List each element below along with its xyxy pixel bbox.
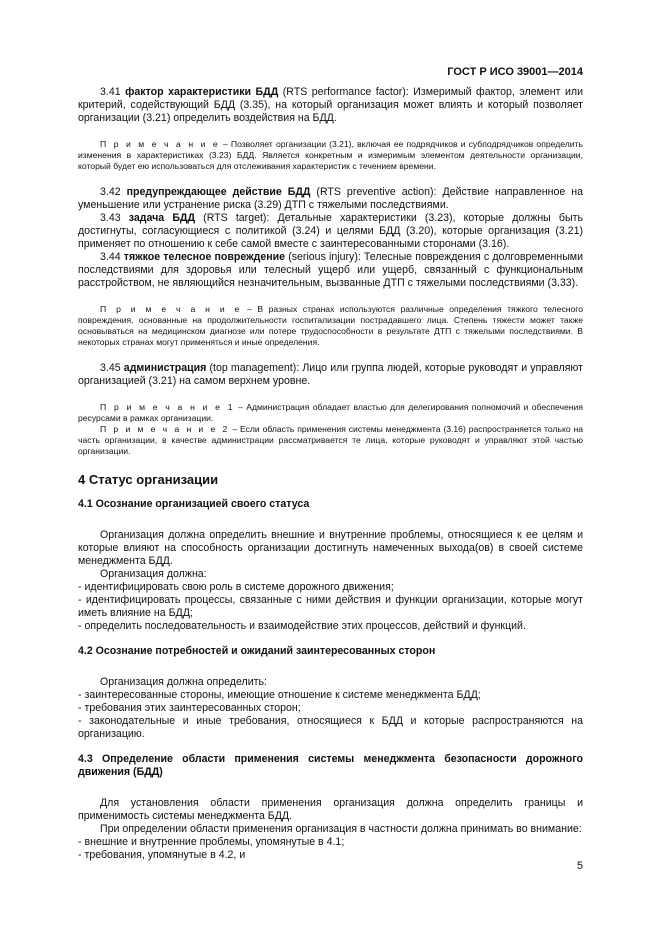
list-item: - идентифицировать свою роль в системе дорожного движения; <box>78 581 394 593</box>
note-3-44 <box>78 304 583 348</box>
note-3-45-1 <box>78 402 583 424</box>
note-text: – Позволяет организации (3.21), включая ее подрядчиков и субподрядчиков определить изменения в характеристиках (3.23) БДД. Является конкретным и измеримым элементом деятельности организации, который будет ею использоваться для отслеживания характеристик с течением времени. <box>78 139 583 171</box>
section-4-3-title: 4.3 Определение области применения системы менеджмента безопасности дорожного движения (БДД) <box>78 753 583 778</box>
definition-text: (top management): Лицо или группа людей, которые руководят и управляют организацией (3.21) на самом верхнем уровне. <box>78 362 583 387</box>
page-number: 5 <box>576 860 583 872</box>
definition-text: (serious injury): Телесные повреждения с долговременными последствиями для здоровья или телесный ущерб или ущерб, связанный с функциональным расстройством, не являющийся незначительным, вызванные ДТП с тяжелыми последствиями (3.33). <box>78 251 584 289</box>
note-text: – Если область применения системы менеджмента (3.16) распространяется только на часть организации, в качестве администрации рассматривается те лица, которые руководят и управляют этой частью организации. <box>78 424 583 456</box>
section-4-3-paragraph-2: При определении области применения организация в частности должна принимать во внимание: <box>100 823 582 835</box>
note-text: – В разных странах используются различные определения тяжкого телесного повреждения, основанные на продолжительности госпитализации пострадавшего лица. Степень тяжести может также основываться на медицинском диагнозе или потере трудоспособности в результате ДТП с тяжелыми последствиями. В некоторых странах могут применяться и иные определения. <box>78 304 583 347</box>
page-content <box>78 86 583 862</box>
note-3-41 <box>78 139 583 172</box>
section-4-1-title: 4.1 Осознание организацией своего статуса <box>78 498 310 510</box>
definition-number: 3.42 <box>100 186 121 198</box>
note-3-45-2 <box>78 424 583 457</box>
list-item: - внешние и внутренние проблемы, упомянутые в 4.1; <box>78 836 345 848</box>
section-4-1-paragraph: Организация должна определить внешние и внутренние проблемы, относящиеся к ее целям и которые влияют на способность организации достигнуть намеченных выхода(ов) в своей системе менеджмента БДД. <box>78 529 583 567</box>
definition-term: фактор характеристики БДД <box>125 86 279 98</box>
definition-3-44 <box>78 251 583 290</box>
list-item: - требования, упомянутые в 4.2, и <box>78 849 246 861</box>
list-item: - заинтересованные стороны, имеющие отношение к системе менеджмента БДД; <box>78 689 481 701</box>
definition-text: (RTS performance factor): Измеримый фактор, элемент или критерий, содействующий БДД (3.35), на который организация может влиять и который позволяет организации (3.21) определить воздействия на БДД. <box>78 86 584 124</box>
definition-text: (RTS preventive action): Действие направленное на уменьшение или устранение риска (3.29) ДТП с тяжелыми последствиями. <box>78 186 583 211</box>
section-4-title: 4 Статус организации <box>78 472 219 487</box>
section-4-2-title: 4.2 Осознание потребностей и ожиданий заинтересованных сторон <box>78 645 436 657</box>
list-item: - идентифицировать процессы, связанные с ними действия и функции организации, которые могут иметь влияние на БДД; <box>78 594 583 619</box>
section-4-3-paragraph: Для установления области применения организация должна определить границы и применимость системы менеджмента БДД. <box>78 797 583 822</box>
definition-number: 3.44 <box>100 251 121 263</box>
note-text: – Администрация обладает властью для делегирования полномочий и обеспечения ресурсами в рамках организации. <box>78 402 583 423</box>
definition-3-42 <box>78 186 583 212</box>
definition-term: тяжкое телесное повреждение <box>123 251 286 263</box>
note-label: П р и м е ч а н и е 2 <box>100 424 230 434</box>
section-4-2-paragraph: Организация должна определить: <box>100 676 267 688</box>
definition-3-41 <box>78 86 583 125</box>
definition-text: (RTS target): Детальные характеристики (3.23), которые должны быть достигнуты, согласующиеся с политикой (3.24) и целями БДД (3.20), которые организация (3.21) применяет по отношению к себе самой вместе с заинтересованными сторонами (3.16). <box>78 212 583 250</box>
section-4-1-paragraph-2: Организация должна: <box>100 568 207 580</box>
list-item: - требования этих заинтересованных сторон; <box>78 702 301 714</box>
note-label: П р и м е ч а н и е <box>100 304 242 314</box>
definition-number: 3.43 <box>100 212 121 224</box>
definition-number: 3.45 <box>100 362 121 374</box>
definition-3-45 <box>78 362 583 388</box>
definition-number: 3.41 <box>100 86 121 98</box>
definition-term: предупреждающее действие БДД <box>126 186 311 198</box>
standard-header: ГОСТ Р ИСО 39001—2014 <box>447 66 583 78</box>
list-item: - законодательные и иные требования, относящиеся к БДД и которые распространяются на организацию. <box>78 715 583 740</box>
definition-term: задача БДД <box>128 212 196 224</box>
note-label: П р и м е ч а н и е <box>100 139 220 149</box>
definition-term: администрация <box>123 362 207 374</box>
definition-3-43 <box>78 212 583 251</box>
list-item: - определить последовательность и взаимодействие этих процессов, действий и функций. <box>78 620 526 632</box>
note-label: П р и м е ч а н и е 1 <box>100 402 235 412</box>
